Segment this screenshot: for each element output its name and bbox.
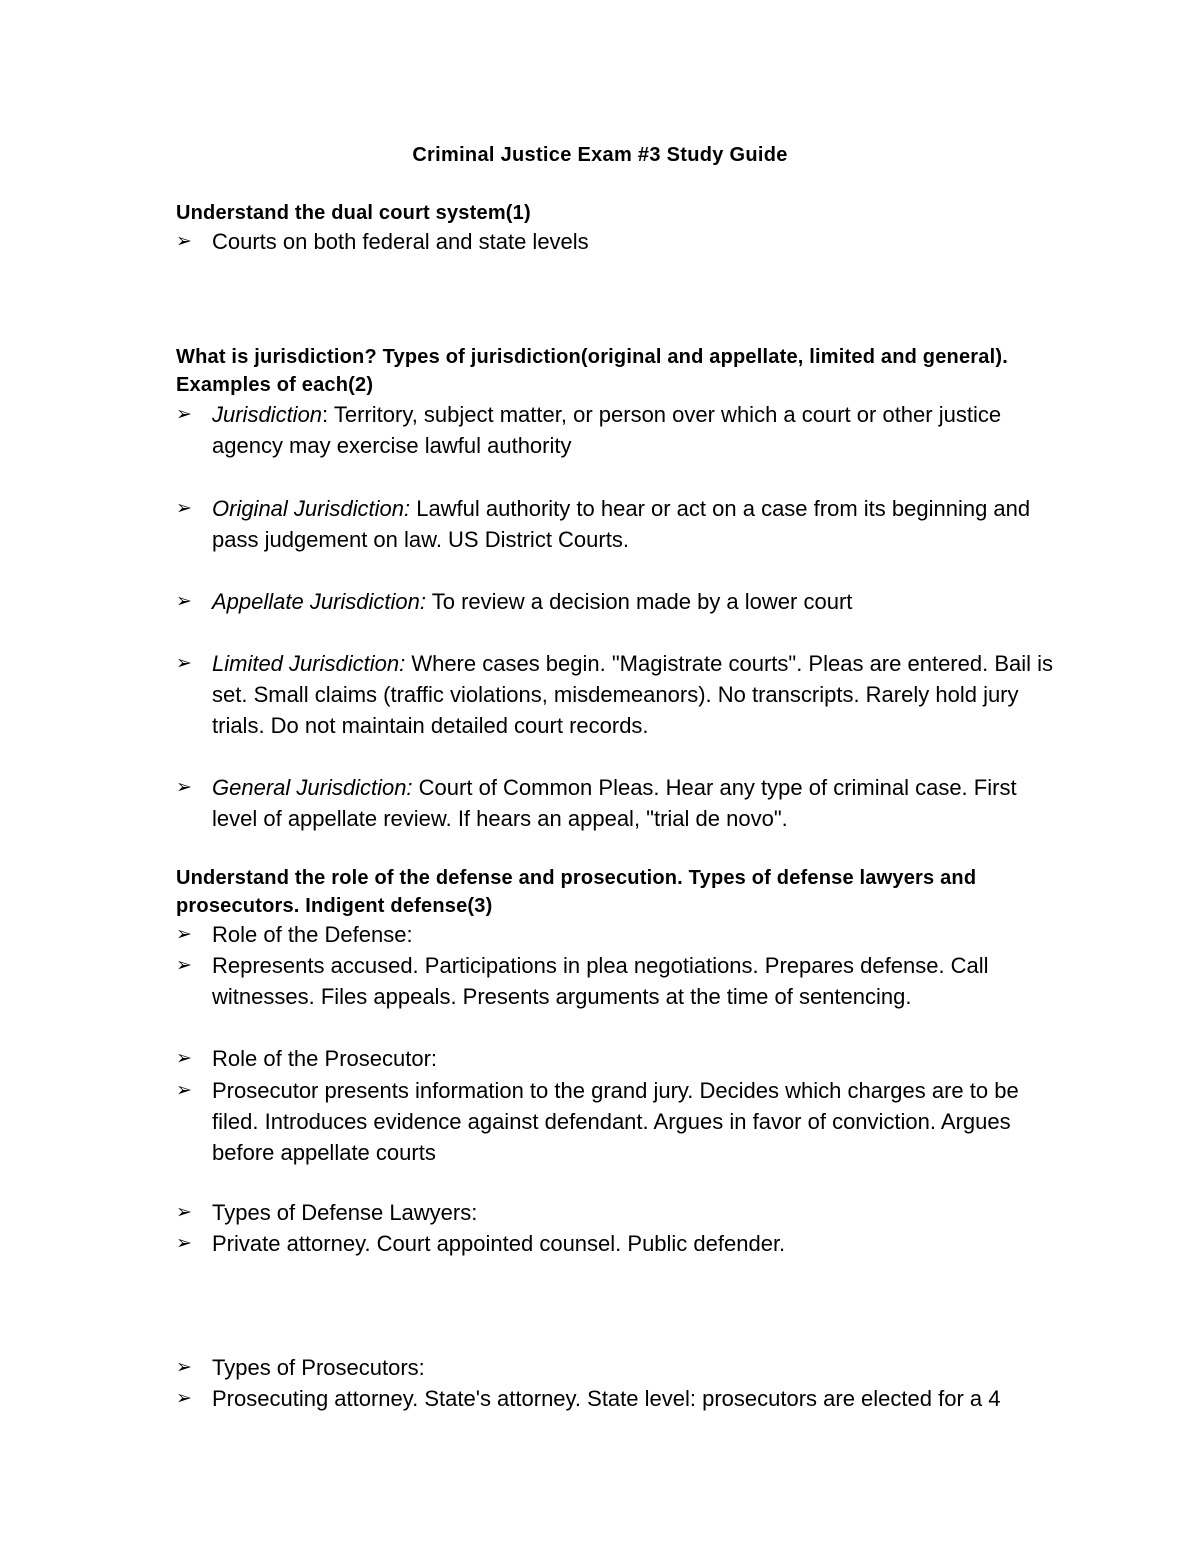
bullet-text: Types of Prosecutors: bbox=[212, 1355, 425, 1380]
bullet-text bbox=[212, 399, 1066, 461]
bullet-arrow-icon: ➢ bbox=[176, 954, 192, 976]
list-item bbox=[176, 1075, 1066, 1168]
term-label: Appellate Jurisdiction: bbox=[212, 589, 427, 614]
bullet-text: Prosecuting attorney. State's attorney. State level: prosecutors are elected for a 4 bbox=[212, 1386, 1001, 1411]
section-heading-dual-court: Understand the dual court system(1) bbox=[176, 202, 531, 224]
bullet-arrow-icon: ➢ bbox=[176, 230, 192, 252]
bullet-arrow-icon: ➢ bbox=[176, 1079, 192, 1101]
bullet-arrow-icon: ➢ bbox=[176, 1387, 192, 1409]
bullet-text bbox=[212, 493, 1066, 555]
document-title: Criminal Justice Exam #3 Study Guide bbox=[412, 144, 788, 166]
bullet-arrow-icon: ➢ bbox=[176, 652, 192, 674]
list-item bbox=[176, 919, 1066, 950]
term-label: Limited Jurisdiction: bbox=[212, 651, 406, 676]
bullet-text: Types of Defense Lawyers: bbox=[212, 1200, 478, 1225]
term-definition: Lawful authority to hear or act on a case from its beginning and pass judgement on law. US District Courts. bbox=[212, 496, 1031, 552]
term-separator: : bbox=[322, 402, 334, 427]
bullet-text: Private attorney. Court appointed counsel. Public defender. bbox=[212, 1231, 786, 1256]
list-item bbox=[176, 1043, 1066, 1074]
term-label: Jurisdiction bbox=[212, 402, 323, 427]
heading-line: What is jurisdiction? Types of jurisdiction(original and appellate, limited and general). bbox=[176, 346, 1008, 368]
bullet-text bbox=[212, 586, 1066, 617]
term-definition: Territory, subject matter, or person over which a court or other justice agency may exercise lawful authority bbox=[212, 402, 1002, 458]
list-item bbox=[176, 1383, 1066, 1414]
term-definition: Where cases begin. "Magistrate courts". Pleas are entered. Bail is set. Small claims (traffic violations, misdemeanors). No transcripts. Rarely hold jury trials. Do not maintain detailed court records. bbox=[212, 651, 1054, 738]
bullet-text bbox=[212, 648, 1066, 741]
bullet-text: Role of the Prosecutor: bbox=[212, 1046, 438, 1071]
list-item bbox=[176, 950, 1066, 1012]
term-label: General Jurisdiction: bbox=[212, 775, 413, 800]
heading-line: Understand the role of the defense and prosecution. Types of defense lawyers and bbox=[176, 867, 977, 889]
bullet-arrow-icon: ➢ bbox=[176, 1232, 192, 1254]
bullet-arrow-icon: ➢ bbox=[176, 1201, 192, 1223]
bullet-arrow-icon: ➢ bbox=[176, 923, 192, 945]
bullet-arrow-icon: ➢ bbox=[176, 776, 192, 798]
list-item-appellate-jurisdiction bbox=[176, 586, 1066, 617]
bullet-text: Represents accused. Participations in plea negotiations. Prepares defense. Call witnesses. Files appeals. Presents arguments at the time of sentencing. bbox=[212, 953, 989, 1009]
section-heading-defense-prosecution bbox=[176, 864, 1056, 920]
list-item bbox=[176, 226, 1066, 257]
bullet-arrow-icon: ➢ bbox=[176, 590, 192, 612]
bullet-arrow-icon: ➢ bbox=[176, 1356, 192, 1378]
term-definition: To review a decision made by a lower court bbox=[431, 589, 853, 614]
list-item-general-jurisdiction bbox=[176, 772, 1066, 834]
bullet-arrow-icon: ➢ bbox=[176, 497, 192, 519]
list-item bbox=[176, 1197, 1066, 1228]
bullet-arrow-icon: ➢ bbox=[176, 403, 192, 425]
list-item-jurisdiction bbox=[176, 399, 1066, 461]
term-label: Original Jurisdiction: bbox=[212, 496, 411, 521]
bullet-text bbox=[212, 772, 1066, 834]
heading-line: prosecutors. Indigent defense(3) bbox=[176, 895, 493, 917]
bullet-arrow-icon: ➢ bbox=[176, 1047, 192, 1069]
bullet-text: Role of the Defense: bbox=[212, 922, 413, 947]
term-definition: Court of Common Pleas. Hear any type of criminal case. First level of appellate review. If hears an appeal, "trial de novo". bbox=[212, 775, 1017, 831]
section-heading-jurisdiction bbox=[176, 343, 1056, 399]
bullet-text: Courts on both federal and state levels bbox=[212, 229, 589, 254]
list-item-original-jurisdiction bbox=[176, 493, 1066, 555]
list-item bbox=[176, 1352, 1066, 1383]
bullet-text: Prosecutor presents information to the grand jury. Decides which charges are to be filed. Introduces evidence against defendant. Argues in favor of conviction. Argues before appellate courts bbox=[212, 1078, 1019, 1165]
list-item-limited-jurisdiction bbox=[176, 648, 1066, 741]
heading-line: Examples of each(2) bbox=[176, 374, 374, 396]
list-item bbox=[176, 1228, 1066, 1259]
